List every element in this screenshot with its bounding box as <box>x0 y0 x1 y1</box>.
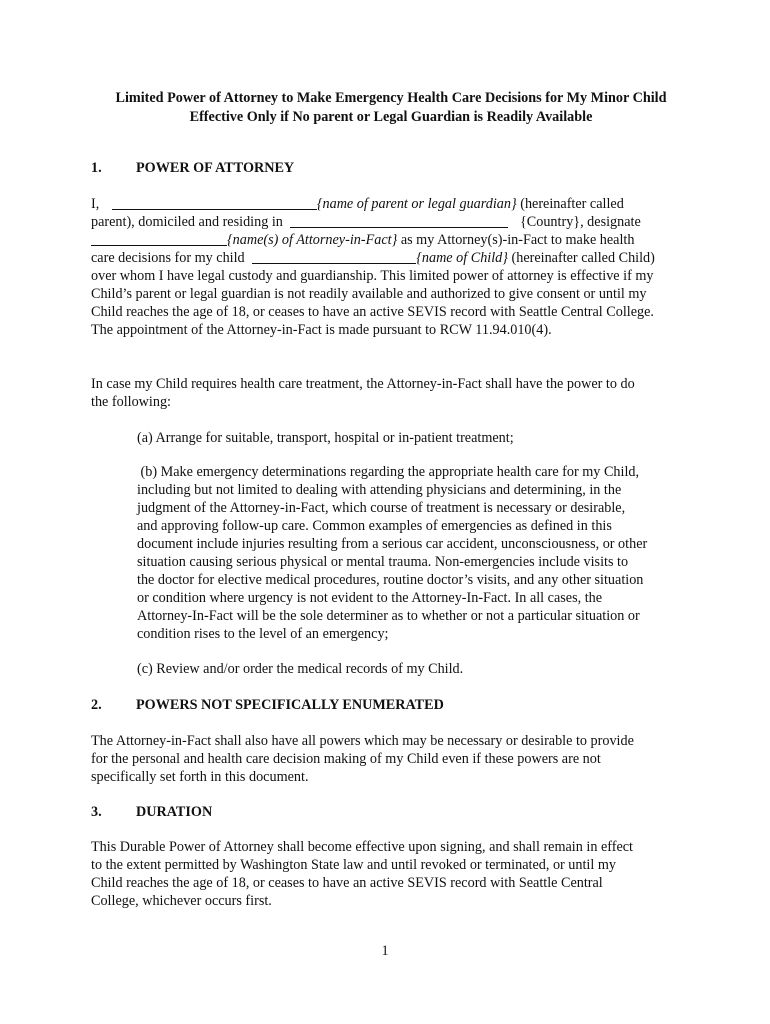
para-line: to the extent permitted by Washington State law and until revoked or terminated, or until my <box>91 857 616 873</box>
section-title: POWER OF ATTORNEY <box>136 160 295 176</box>
child-name-field[interactable] <box>252 251 416 264</box>
para-line: This Durable Power of Attorney shall become effective upon signing, and shall remain in effect <box>91 839 633 855</box>
item-c <box>137 660 677 678</box>
para-line: or condition where urgency is not evident to the Attorney-In-Fact. In all cases, the <box>137 590 603 606</box>
para-line: The appointment of the Attorney-in-Fact is made pursuant to RCW 11.94.010(4). <box>91 322 552 338</box>
section-1-paragraph <box>91 195 691 339</box>
para-line: In case my Child requires health care treatment, the Attorney-in-Fact shall have the power to do <box>91 376 635 392</box>
para-line: The Attorney-in-Fact shall also have all powers which may be necessary or desirable to provide <box>91 733 634 749</box>
text-run: I, <box>91 196 100 212</box>
section-1-paragraph-2 <box>91 375 691 411</box>
para-line: (c) Review and/or order the medical records of my Child. <box>137 661 464 677</box>
section-3-heading <box>91 803 212 821</box>
text-run: care decisions for my child <box>91 250 245 266</box>
parent-name-field[interactable] <box>112 197 317 210</box>
para-line: for the personal and health care decision making of my Child even if these powers are not <box>91 751 601 767</box>
para-line: over whom I have legal custody and guardianship. This limited power of attorney is effective if my <box>91 268 654 284</box>
country-field[interactable] <box>290 215 508 228</box>
para-line: and approving follow-up care. Common examples of emergencies as defined in this <box>137 518 612 534</box>
para-line: the doctor for elective medical procedures, routine doctor’s visits, and any other situation <box>137 572 644 588</box>
para-line <box>91 249 691 267</box>
text-run: (hereinafter called Child) <box>511 250 655 266</box>
para-line: including but not limited to dealing with attending physicians and determining, in the <box>137 482 622 498</box>
field-hint: {name(s) of Attorney-in-Fact} <box>227 232 398 248</box>
para-line <box>91 231 691 249</box>
section-2-heading <box>91 696 444 714</box>
para-line: the following: <box>91 394 171 410</box>
para-line <box>91 195 691 213</box>
section-number: 3. <box>91 804 102 820</box>
section-number: 1. <box>91 160 102 176</box>
para-line: (a) Arrange for suitable, transport, hospital or in-patient treatment; <box>137 430 514 446</box>
section-title: POWERS NOT SPECIFICALLY ENUMERATED <box>136 697 444 713</box>
section-number: 2. <box>91 697 102 713</box>
section-1-heading <box>91 159 294 177</box>
para-line <box>91 213 691 231</box>
para-line: Attorney-In-Fact will be the sole determiner as to whether or not a particular situation or <box>137 608 640 624</box>
document-title <box>91 89 691 127</box>
text-run: parent), domiciled and residing in <box>91 214 283 230</box>
section-3-paragraph <box>91 838 691 910</box>
text-run: (hereinafter called <box>520 196 624 212</box>
text-run: {Country}, designate <box>519 214 641 230</box>
title-line-1: Limited Power of Attorney to Make Emergency Health Care Decisions for My Minor Child <box>115 90 667 106</box>
para-line: Child’s parent or legal guardian is not readily available and authorized to give consent or until my <box>91 286 647 302</box>
section-title: DURATION <box>136 804 213 820</box>
attorney-name-field[interactable] <box>91 233 227 246</box>
para-line: (b) Make emergency determinations regarding the appropriate health care for my Child, <box>137 464 640 480</box>
para-line: specifically set forth in this document. <box>91 769 309 785</box>
para-line: situation causing serious physical or mental trauma. Non-emergencies include visits to <box>137 554 629 570</box>
page-number: 1 <box>381 943 389 959</box>
para-line: document include injuries resulting from a serious car accident, unconsciousness, or other <box>137 536 648 552</box>
field-hint: {name of Child} <box>416 250 508 266</box>
field-hint: {name of parent or legal guardian} <box>316 196 517 212</box>
item-b <box>137 463 677 643</box>
para-line: Child reaches the age of 18, or ceases to have an active SEVIS record with Seattle Central <box>91 875 603 891</box>
section-2-paragraph <box>91 732 691 786</box>
para-line: College, whichever occurs first. <box>91 893 272 909</box>
title-line-2: Effective Only if No parent or Legal Guardian is Readily Available <box>189 109 593 125</box>
para-line: condition rises to the level of an emergency; <box>137 626 389 642</box>
text-run: as my Attorney(s)-in-Fact to make health <box>400 232 635 248</box>
item-a <box>137 429 677 447</box>
para-line: judgment of the Attorney-in-Fact, which course of treatment is necessary or desirable, <box>137 500 626 516</box>
para-line: Child reaches the age of 18, or ceases to have an active SEVIS record with Seattle Central College. <box>91 304 654 320</box>
